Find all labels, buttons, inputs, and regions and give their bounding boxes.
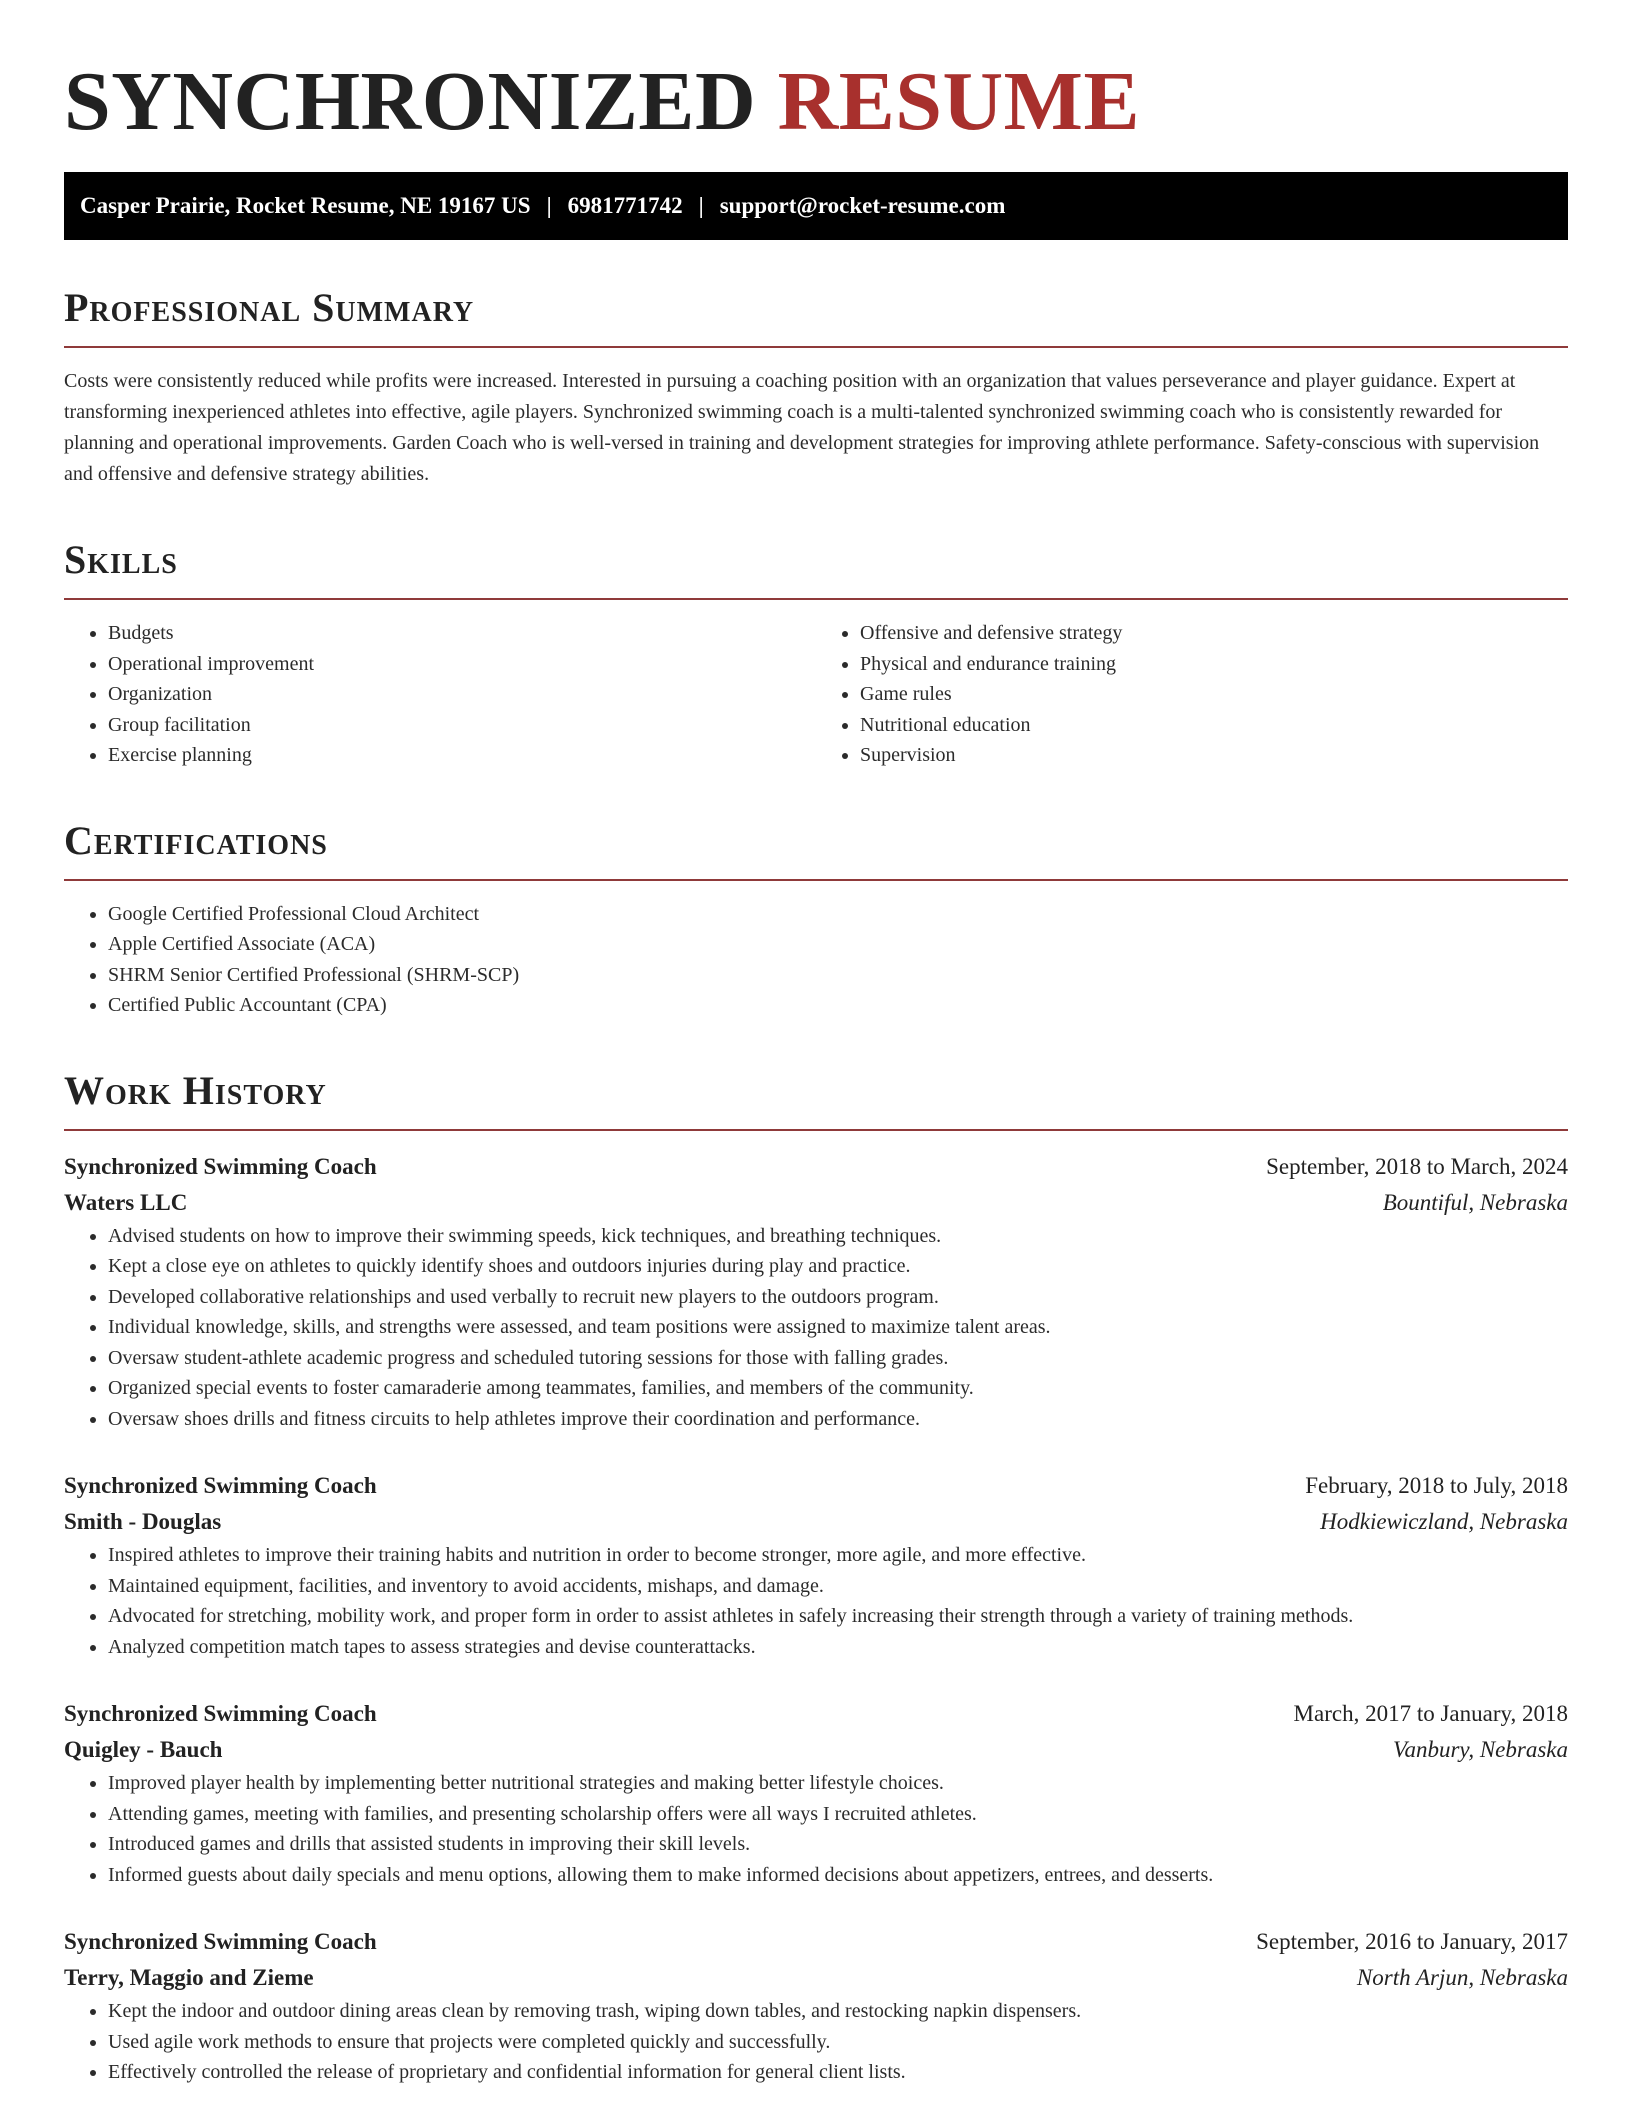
professional-summary-section <box>64 284 1568 490</box>
skill-item: • Offensive and defensive strategy <box>860 618 1568 649</box>
skill-item: • Budgets <box>108 618 816 649</box>
section-heading-work-history: Work History <box>64 1067 327 1113</box>
job-duty-item: • Advocated for stretching, mobility work, and proper form in order to assist athletes in safely increasing their strength through a variety of training methods. <box>108 1601 1568 1632</box>
skill-item: • Supervision <box>860 740 1568 771</box>
certification-item: • SHRM Senior Certified Professional (SHRM-SCP) <box>108 960 1568 991</box>
job-duties-list <box>64 1540 1568 1662</box>
job-entry <box>64 1468 1568 1662</box>
job-company-row <box>64 1504 1568 1540</box>
certification-item: • Certified Public Accountant (CPA) <box>108 990 1568 1021</box>
job-duty-item: • Organized special events to foster camaraderie among teammates, families, and members of the community. <box>108 1373 1568 1404</box>
job-header-row <box>64 1149 1568 1185</box>
job-dates: September, 2018 to March, 2024 <box>1266 1153 1568 1179</box>
job-location: Hodkiewiczland, Nebraska <box>1320 1509 1568 1534</box>
job-title: Synchronized Swimming Coach <box>64 1701 377 1726</box>
job-duties-list <box>64 1996 1568 2088</box>
job-entry <box>64 1696 1568 1890</box>
work-history-section <box>64 1067 1568 2088</box>
resume-title <box>64 52 1568 152</box>
contact-separator: | <box>546 193 552 218</box>
skill-item: • Organization <box>108 679 816 710</box>
job-duty-item: • Introduced games and drills that assisted students in improving their skill levels. <box>108 1829 1568 1860</box>
job-duty-item: • Used agile work methods to ensure that projects were completed quickly and successfully. <box>108 2027 1568 2058</box>
section-divider <box>64 1129 1568 1131</box>
job-title: Synchronized Swimming Coach <box>64 1153 377 1179</box>
skill-item: • Physical and endurance training <box>860 649 1568 680</box>
job-title: Synchronized Swimming Coach <box>64 1473 377 1498</box>
job-duty-item: • Improved player health by implementing better nutritional strategies and making better lifestyle choices. <box>108 1768 1568 1799</box>
skills-column-left <box>64 618 816 771</box>
job-entry <box>64 1149 1568 1435</box>
job-company-row <box>64 1185 1568 1221</box>
job-location: Vanbury, Nebraska <box>1392 1737 1568 1762</box>
job-company: Waters LLC <box>64 1189 188 1215</box>
job-header-row <box>64 1924 1568 1960</box>
job-company: Terry, Maggio and Zieme <box>64 1965 314 1990</box>
job-entry <box>64 1924 1568 2088</box>
certifications-list <box>64 899 1568 1021</box>
certification-item: • Google Certified Professional Cloud Architect <box>108 899 1568 930</box>
job-company-row <box>64 1960 1568 1996</box>
contact-phone: 6981771742 <box>567 193 683 218</box>
job-header-row <box>64 1468 1568 1504</box>
section-heading-summary: Professional Summary <box>64 285 475 330</box>
job-header-row <box>64 1696 1568 1732</box>
job-duty-item: • Informed guests about daily specials and menu options, allowing them to make informed decisions about appetizers, entrees, and desserts. <box>108 1860 1568 1891</box>
job-duty-item: • Effectively controlled the release of proprietary and confidential information for general client lists. <box>108 2057 1568 2088</box>
title-accent-word: RESUME <box>777 55 1140 148</box>
section-divider <box>64 346 1568 348</box>
contact-email[interactable]: support@rocket-resume.com <box>719 193 1006 218</box>
summary-text: Costs were consistently reduced while profits were increased. Interested in pursuing a coaching position with an organization that values perseverance and player guidance. Expert at transforming inexperienced athletes into effective, agile players. Synchronized swimming coach is a multi-talented synchronized swimming coach who is consistently rewarded for planning and operational improvements. Garden Coach who is well-versed in training and development strategies for improving athlete performance. Safety-conscious with supervision and offensive and defensive strategy abilities. <box>64 370 1540 485</box>
skill-item: • Game rules <box>860 679 1568 710</box>
certification-item: • Apple Certified Associate (ACA) <box>108 929 1568 960</box>
skills-grid <box>64 618 1568 771</box>
job-duty-item: • Analyzed competition match tapes to assess strategies and devise counterattacks. <box>108 1632 1568 1663</box>
job-duties-list <box>64 1768 1568 1890</box>
skill-item: • Nutritional education <box>860 710 1568 741</box>
skills-section <box>64 536 1568 771</box>
job-company: Quigley - Bauch <box>64 1737 223 1762</box>
section-heading-certifications: Certifications <box>64 817 328 863</box>
contact-address: Casper Prairie, Rocket Resume, NE 19167 US <box>80 193 531 218</box>
job-duty-item: • Kept the indoor and outdoor dining areas clean by removing trash, wiping down tables, and restocking napkin dispensers. <box>108 1996 1568 2027</box>
section-divider <box>64 879 1568 881</box>
job-duty-item: • Developed collaborative relationships and used verbally to recruit new players to the outdoors program. <box>108 1282 1568 1313</box>
job-company-row <box>64 1732 1568 1768</box>
skills-column-right <box>816 618 1568 771</box>
skills-list-right <box>816 618 1568 771</box>
job-location: Bountiful, Nebraska <box>1382 1189 1568 1215</box>
contact-separator: | <box>698 193 704 218</box>
job-duty-item: • Attending games, meeting with families, and presenting scholarship offers were all ways I recruited athletes. <box>108 1799 1568 1830</box>
job-duty-item: • Advised students on how to improve their swimming speeds, kick techniques, and breathing techniques. <box>108 1221 1568 1252</box>
skill-item: • Operational improvement <box>108 649 816 680</box>
contact-bar <box>64 172 1568 240</box>
job-title: Synchronized Swimming Coach <box>64 1929 377 1954</box>
job-duty-item: • Maintained equipment, facilities, and inventory to avoid accidents, mishaps, and damage. <box>108 1571 1568 1602</box>
job-duties-list <box>64 1221 1568 1435</box>
job-duty-item: • Oversaw student-athlete academic progress and scheduled tutoring sessions for those with falling grades. <box>108 1343 1568 1374</box>
job-duty-item: • Kept a close eye on athletes to quickly identify shoes and outdoors injuries during play and practice. <box>108 1251 1568 1282</box>
skills-list-left <box>64 618 816 771</box>
section-heading-skills: Skills <box>64 537 178 582</box>
job-dates: September, 2016 to January, 2017 <box>1256 1929 1568 1954</box>
job-dates: February, 2018 to July, 2018 <box>1305 1473 1568 1498</box>
skill-item: • Group facilitation <box>108 710 816 741</box>
job-duty-item: • Inspired athletes to improve their training habits and nutrition in order to become stronger, more agile, and more effective. <box>108 1540 1568 1571</box>
job-dates: March, 2017 to January, 2018 <box>1293 1701 1568 1726</box>
skill-item: • Exercise planning <box>108 740 816 771</box>
job-company: Smith - Douglas <box>64 1509 222 1534</box>
section-divider <box>64 598 1568 600</box>
job-duty-item: • Oversaw shoes drills and fitness circuits to help athletes improve their coordination and performance. <box>108 1404 1568 1435</box>
job-location: North Arjun, Nebraska <box>1356 1965 1568 1990</box>
job-duty-item: • Individual knowledge, skills, and strengths were assessed, and team positions were assigned to maximize talent areas. <box>108 1312 1568 1343</box>
title-first-word: SYNCHRONIZED <box>64 55 757 148</box>
certifications-section <box>64 817 1568 1021</box>
